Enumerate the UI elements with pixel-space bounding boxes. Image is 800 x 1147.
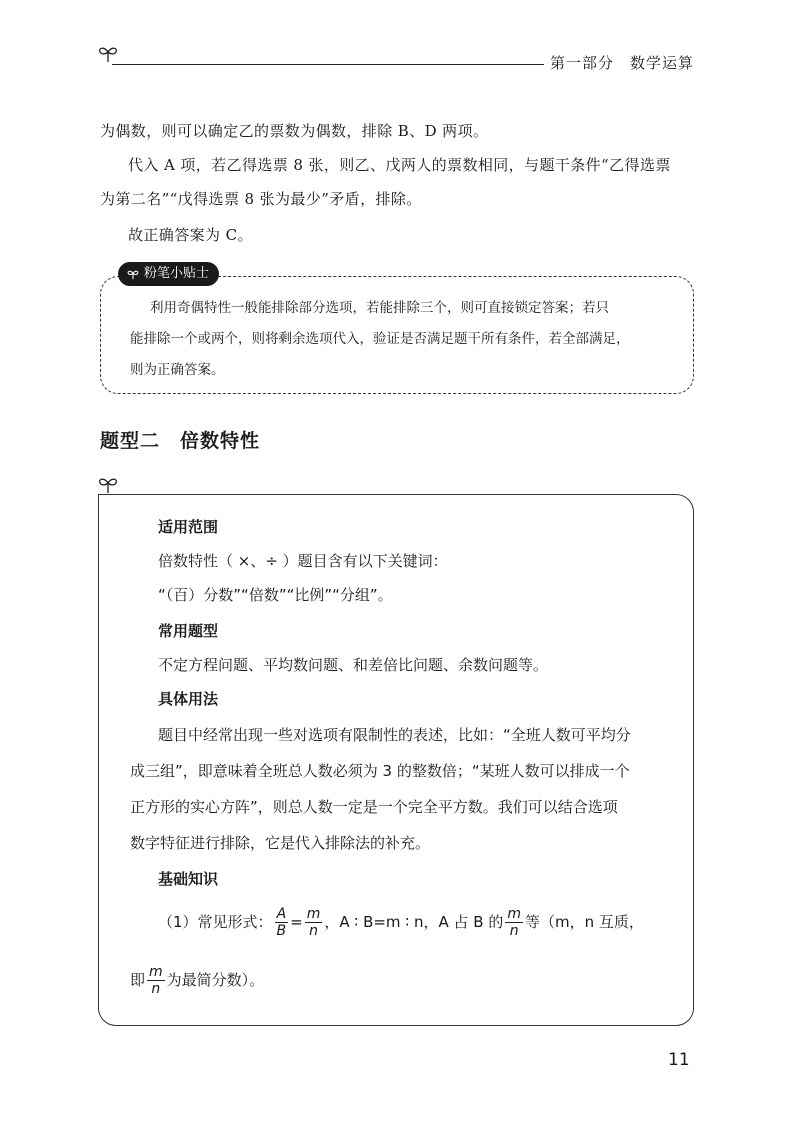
- box-line-3: 不定方程问题、平均数问题、和差倍比问题、余数问题等。: [158, 656, 549, 674]
- chapter-title: 第一部分 数学运算: [550, 54, 695, 72]
- heading-basics: 基础知识: [158, 870, 219, 888]
- fraction-numerator: m: [149, 964, 163, 980]
- formula-line2-prefix: 即: [130, 971, 146, 989]
- formula-line: （1）常见形式： $\frac{A}{B}$ = $\frac{m}{n}$ ，A ∶ B=m ∶ n，A 占 B 的 $\frac{m}{n}$ 等（m，n 互质，: [158, 906, 644, 939]
- fraction-numerator: m: [306, 906, 321, 922]
- fraction-numerator: m: [507, 906, 521, 922]
- fraction-m-over-n: [505, 906, 523, 939]
- tip-line-1: 利用奇偶特性一般能排除部分选项，若能排除三个，则可直接锁定答案；若只: [150, 300, 609, 316]
- sprout-icon: [96, 42, 120, 64]
- body-line-1: 为偶数，则可以确定乙的票数为偶数，排除 B、D 两项。: [100, 122, 489, 140]
- box-line-6: 正方形的实心方阵”，则总人数一定是一个完全平方数。我们可以结合选项: [130, 798, 618, 816]
- fraction-a-over-b: [275, 906, 289, 939]
- section-title: 题型二 倍数特性: [100, 430, 261, 452]
- fraction-m-over-n: [147, 964, 165, 997]
- box-line-4: 题目中经常出现一些对选项有限制性的表述，比如：“全班人数可平均分: [158, 726, 631, 744]
- body-line-3: 为第二名”“戊得选票 8 张为最少”矛盾，排除。: [100, 190, 422, 208]
- tip-badge: [118, 262, 219, 286]
- formula-line-2: [130, 958, 690, 1002]
- formula-line2-suffix: 为最简分数）。: [166, 971, 265, 989]
- fraction-numerator: A: [275, 906, 289, 923]
- fraction-denominator: n: [309, 923, 318, 939]
- box-line-2: “（百）分数”“倍数”“比例”“分组”。: [158, 586, 393, 604]
- formula-ratio: ，A ∶ B=m ∶ n，A 占 B 的: [324, 913, 504, 931]
- tip-badge-label: 粉笔小贴士: [144, 266, 210, 281]
- box-line-1: 倍数特性（ ×、÷ ）题目含有以下关键词：: [158, 552, 448, 570]
- heading-common-types: 常用题型: [158, 622, 219, 640]
- sprout-icon: [126, 267, 140, 281]
- fraction-m-over-n: [305, 906, 323, 939]
- heading-scope: 适用范围: [158, 518, 219, 536]
- fraction-denominator: B: [276, 923, 287, 939]
- fraction-denominator: n: [509, 923, 519, 939]
- heading-usage: 具体用法: [158, 690, 219, 708]
- tip-line-3: 则为正确答案。: [130, 362, 225, 378]
- body-line-4: 故正确答案为 C。: [128, 226, 253, 244]
- sprout-icon: [96, 473, 120, 495]
- formula-prefix: （1）常见形式：: [158, 913, 273, 931]
- tip-line-2: 能排除一个或两个，则将剩余选项代入，验证是否满足题干所有条件，若全部满足，: [130, 331, 630, 347]
- box-line-7: 数字特征进行排除，它是代入排除法的补充。: [130, 834, 431, 852]
- formula-suffix: 等（m，n 互质，: [525, 913, 644, 931]
- fraction-denominator: n: [151, 981, 161, 997]
- page-number: 11: [668, 1050, 690, 1070]
- box-line-5: 成三组”，即意味着全班总人数必须为 3 的整数倍；“某班人数可以排成一个: [130, 762, 630, 780]
- header-rule: [112, 64, 544, 65]
- body-line-2: 代入 A 项，若乙得选票 8 张，则乙、戊两人的票数相同，与题干条件“乙得选票: [128, 156, 671, 174]
